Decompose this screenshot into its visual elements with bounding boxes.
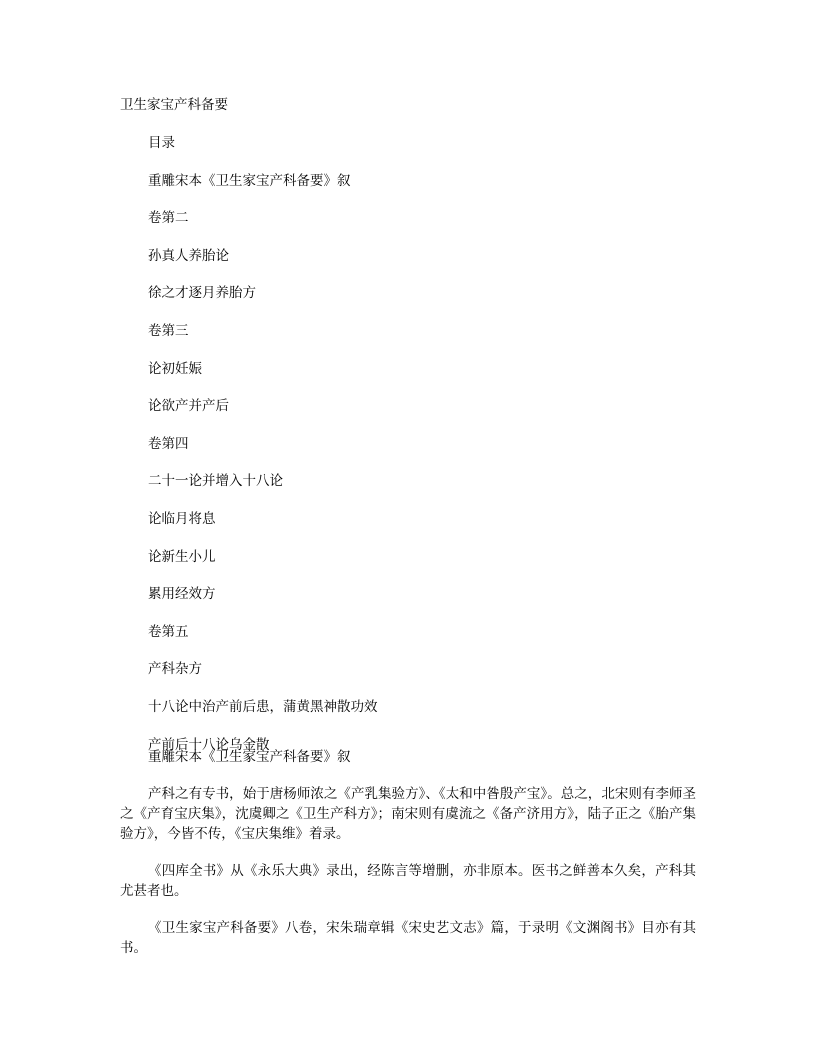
toc-item: 产前后十八论乌金散 (148, 736, 270, 753)
toc-item: 论新生小儿 (148, 548, 216, 565)
toc-item: 卷第三 (148, 322, 189, 339)
toc-item: 徐之才逐月养胎方 (148, 285, 256, 302)
toc-item: 累用经效方 (148, 586, 216, 603)
body-paragraph: 《四库全书》从《永乐大典》录出，经陈言等增删，亦非原本。医书之鲜善本久矣，产科其尤甚者也。 (120, 863, 696, 899)
toc-item: 论欲产并产后 (148, 398, 229, 415)
table-of-contents (148, 134, 708, 773)
preface-body (120, 784, 696, 975)
toc-item: 论初妊娠 (148, 360, 202, 377)
preface-heading: 重雕宋本《卫生家宝产科备要》叙 (148, 749, 351, 765)
toc-item: 论临月将息 (148, 510, 216, 527)
toc-item: 产科杂方 (148, 661, 202, 678)
toc-item: 孙真人养胎论 (148, 247, 229, 264)
toc-item: 十八论中治产前后患，蒲黄黑神散功效 (148, 698, 378, 715)
toc-item: 目录 (148, 135, 175, 151)
body-paragraph: 《卫生家宝产科备要》八卷，宋朱瑞章辑《宋史艺文志》篇，于录明《文渊阁书》目亦有其书。 (120, 920, 696, 956)
toc-item: 二十一论并增入十八论 (148, 473, 283, 490)
toc-item: 卷第四 (148, 435, 189, 452)
toc-item: 卷第五 (148, 623, 189, 640)
toc-item: 卷第二 (148, 210, 189, 227)
body-paragraph: 产科之有专书，始于唐杨师浓之《产乳集验方》、《太和中昝殷产宝》。总之，北宋则有李师圣之《产育宝庆集》，沈虞卿之《卫生产科方》；南宋则有虞流之《备产济用方》，陆子正之《胎产集验方》，今皆不传，《宝庆集维》着录。 (120, 786, 696, 842)
toc-item: 重雕宋本《卫生家宝产科备要》叙 (148, 172, 351, 189)
document-title: 卫生家宝产科备要 (120, 97, 228, 113)
